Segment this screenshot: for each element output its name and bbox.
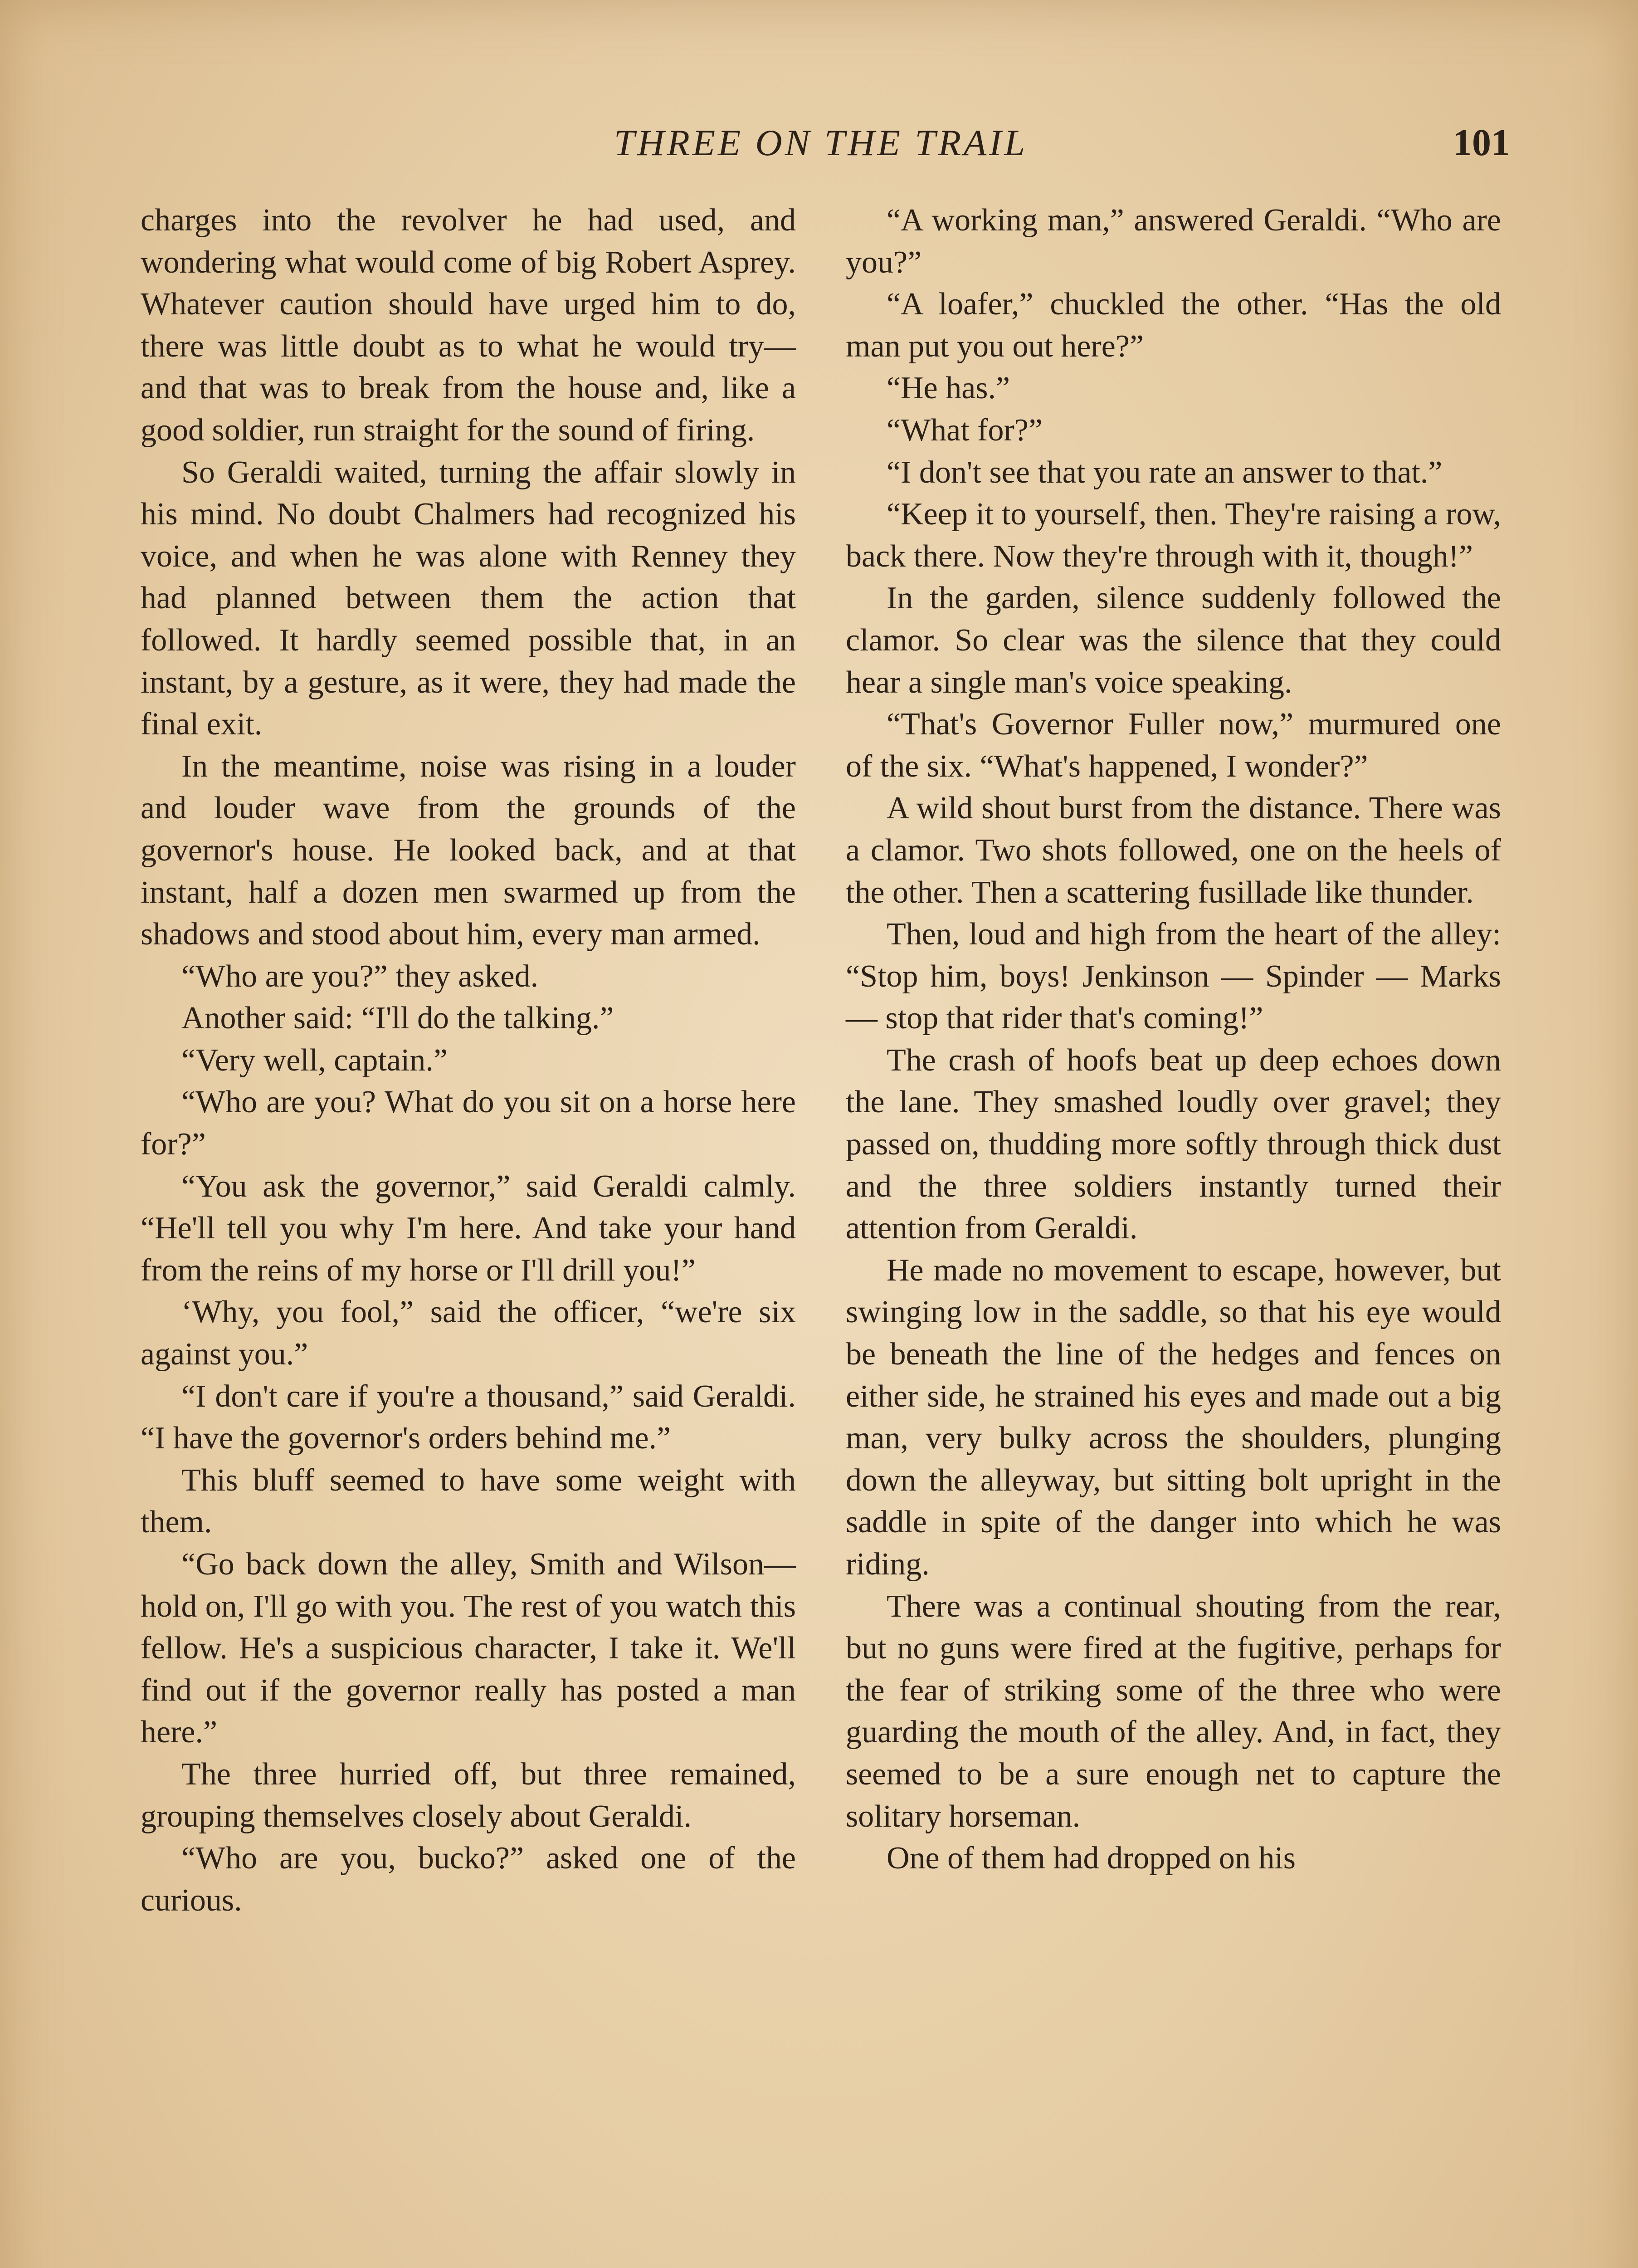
paragraph: ‘Why, you fool,” said the officer, “we're six against you.” [141,1295,796,1372]
paragraph: “I don't care if you're a thousand,” said Geraldi. “I have the governor's orders behind me.” [141,1378,796,1456]
paragraph: “Who are you?” they asked. [181,958,539,994]
paragraph: So Geraldi waited, turning the affair slowly in his mind. No doubt Chalmers had recognized his voice, and when he was alone with Renney they had planned between them the action that followed. It hardly seemed possible that, in an instant, by a gesture, as it were, they had made the final exit. [141,455,796,742]
paragraph: One of them had dropped on his [887,1841,1296,1876]
paragraph: “What for?” [887,412,1043,448]
paragraph: “He has.” [887,371,1010,406]
paragraph: “That's Governor Fuller now,” murmured one of the six. “What's happened, I wonder?” [846,707,1501,784]
running-title: THREE ON THE TRAIL [614,122,1028,163]
paragraph: “A working man,” answered Geraldi. “Who are you?” [846,203,1501,280]
page-number: 101 [1453,122,1510,164]
right-column [846,200,1501,2268]
text-columns [141,200,1501,2268]
paragraph: charges into the revolver he had used, and wondering what would come of big Robert Asprey. Whatever caution should have urged him to do, there was little doubt as to what he would try— and that was to break from the house and, like a good soldier, run straight for the sound of firing. [141,203,796,448]
paragraph: “Who are you? What do you sit on a horse here for?” [141,1085,796,1162]
paragraph: “Very well, captain.” [181,1042,448,1078]
paragraph: In the meantime, noise was rising in a louder and louder wave from the grounds of the governor's house. He looked back, and at that instant, half a dozen men swarmed up from the shadows and stood about him, every man armed. [141,748,796,952]
paragraph: “I don't see that you rate an answer to that.” [887,455,1443,490]
page-header [132,113,1510,172]
left-column [141,200,796,2268]
paragraph: “A loafer,” chuckled the other. “Has the old man put you out here?” [846,287,1501,364]
paragraph: He made no movement to escape, however, but swinging low in the saddle, so that his eye would be beneath the line of the hedges and fences on either side, he strained his eyes and made out a big man, very bulky across the shoulders, plunging down the alleyway, but sitting bolt upright in the saddle in spite of the danger into which he was riding. [846,1252,1501,1582]
paragraph: In the garden, silence suddenly followed the clamor. So clear was the silence that they could hear a single man's voice speaking. [846,581,1501,700]
paragraph: The crash of hoofs beat up deep echoes down the lane. They smashed loudly over gravel; they passed on, thudding more softly through thick dust and the three soldiers instantly turned their attention from Geraldi. [846,1042,1501,1246]
paragraph: “Who are you, bucko?” asked one of the curious. [141,1841,796,1918]
paragraph: “Go back down the alley, Smith and Wilson—hold on, I'll go with you. The rest of you watch this fellow. He's a suspicious character, I take it. We'll find out if the governor really has posted a man here.” [141,1547,796,1750]
paragraph: This bluff seemed to have some weight with them. [141,1462,796,1540]
paragraph: The three hurried off, but three remained, grouping themselves closely about Geraldi. [141,1756,796,1834]
paragraph: A wild shout burst from the distance. There was a clamor. Two shots followed, one on the heels of the other. Then a scattering fusillade like thunder. [846,791,1501,910]
paragraph: Then, loud and high from the heart of the alley: “Stop him, boys! Jenkinson — Spinder — Marks — stop that rider that's coming!” [846,917,1501,1036]
paragraph: “You ask the governor,” said Geraldi calmly. “He'll tell you why I'm here. And take your hand from the reins of my horse or I'll drill you!” [141,1168,796,1288]
paragraph: “Keep it to yourself, then. They're raising a row, back there. Now they're through with it, though!” [846,497,1501,574]
paragraph: Another said: “I'll do the talking.” [181,1001,614,1036]
paragraph: There was a continual shouting from the rear, but no guns were fired at the fugitive, perhaps for the fear of striking some of the three who were guarding the mouth of the alley. And, in fact, they seemed to be a sure enough net to capture the solitary horseman. [846,1589,1501,1834]
